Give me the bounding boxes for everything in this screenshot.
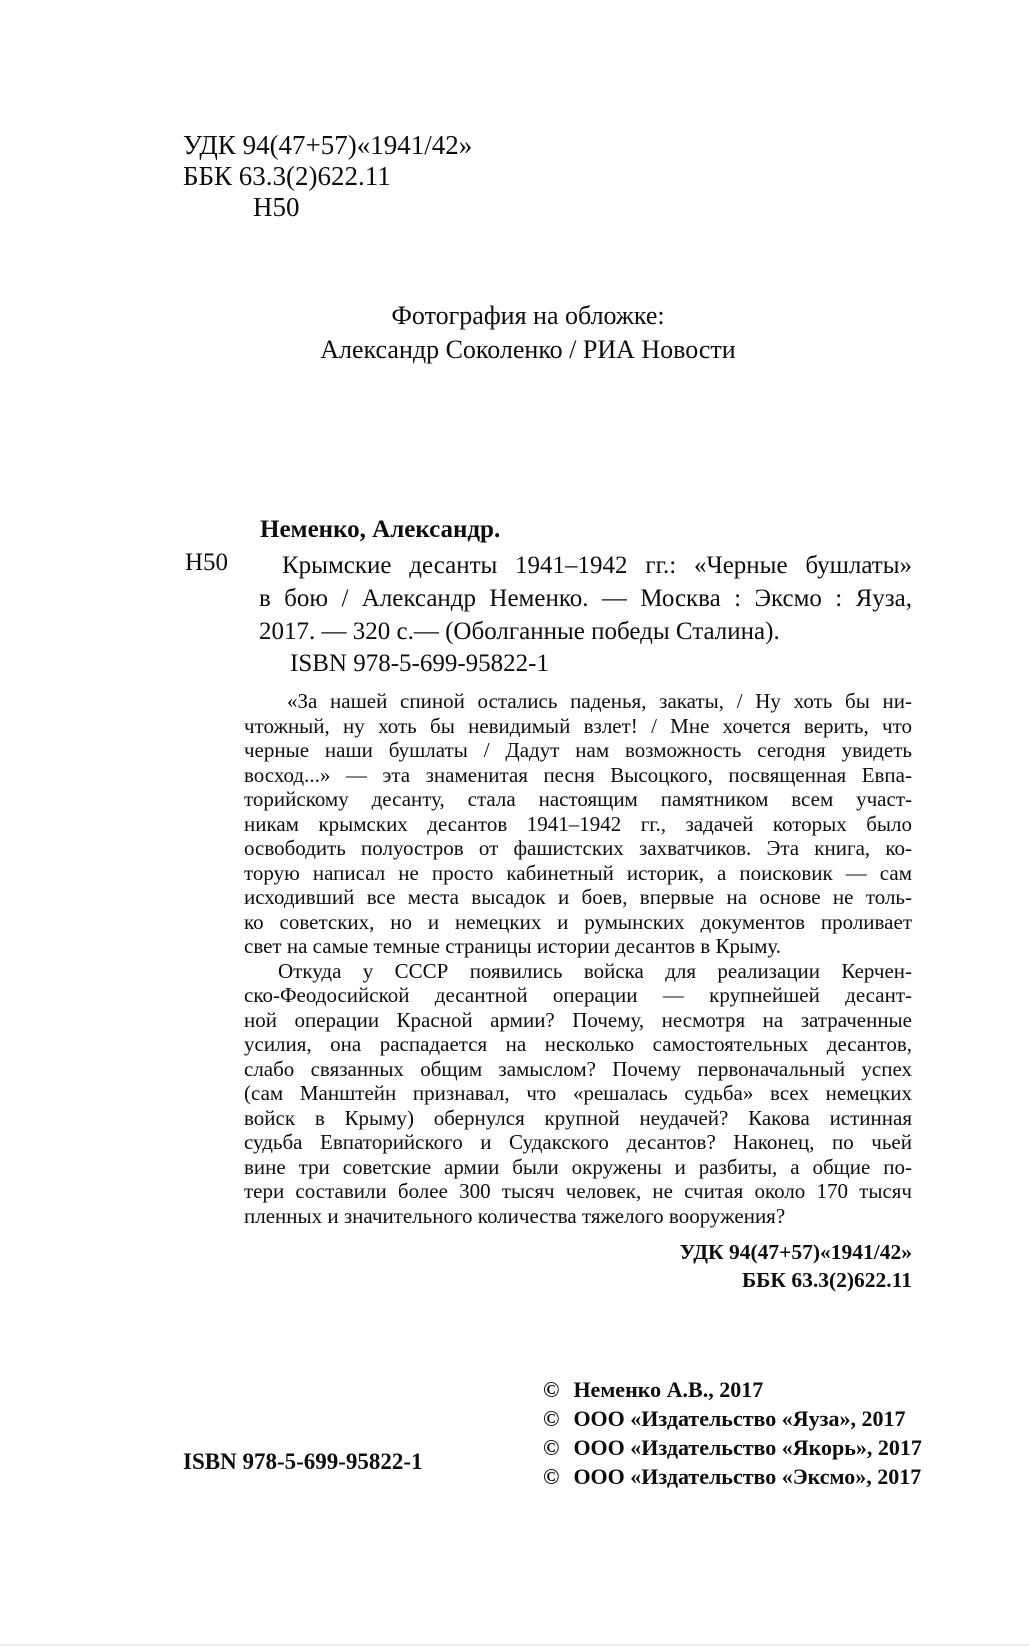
bbk-code: ББК 63.3(2)622.11 xyxy=(183,161,391,191)
annotation-line: вине три советские армии были окружены и разбиты, а общие по- xyxy=(244,1154,912,1179)
annotation-line: Откуда у СССР появились войска для реализации Керчен- xyxy=(278,958,912,983)
copyright-text: Неменко А.В., 2017 xyxy=(573,1377,764,1402)
annotation-line: ско-Феодосийской десантной операции — крупнейшей десант- xyxy=(244,983,912,1007)
annotation-line: ной операции Красной армии? Почему, несмотря на затраченные xyxy=(244,1007,912,1032)
copyright-text: ООО «Издательство «Эксмо», 2017 xyxy=(573,1464,922,1489)
cover-photo-credit xyxy=(183,299,873,367)
annotation-line: восход...» — эта знаменитая песня Высоцкого, посвященная Евпа- xyxy=(244,762,912,787)
udk-code-footer: УДК 94(47+57)«1941/42» xyxy=(679,1240,912,1264)
annotation-line: никам крымских десантов 1941–1942 гг., задачей которых было xyxy=(244,811,912,836)
annotation-line: чтожный, ну хоть бы невидимый взлет! / Мне хочется верить, что xyxy=(244,713,912,738)
copyright-icon: © xyxy=(543,1406,560,1431)
isbn-bottom: ISBN 978-5-699-95822-1 xyxy=(183,1449,423,1474)
copyright-icon: © xyxy=(543,1377,560,1402)
annotation-line: торийскому десанту, стала настоящим памятником всем участ- xyxy=(244,787,912,811)
copyright-text: ООО «Издательство «Якорь», 2017 xyxy=(573,1435,922,1460)
catalog-line: Крымские десанты 1941–1942 гг.: «Черные бушлаты» xyxy=(282,552,912,579)
copyright-icon: © xyxy=(543,1435,560,1460)
footer-bibliographic-codes xyxy=(680,1238,912,1294)
copyright-row xyxy=(543,1462,922,1491)
catalog-author-sign: Н50 xyxy=(185,549,229,576)
catalog-line: 2017. — 320 с.— (Оболганные победы Сталина). xyxy=(259,618,780,645)
annotation-line: (сам Манштейн признавал, что «решалась судьба» всех немецких xyxy=(244,1081,912,1105)
annotation-line: слабо связанных общим замыслом? Почему первоначальный успех xyxy=(244,1056,912,1081)
annotation-line: судьба Евпаторийского и Судакского десантов? Наконец, по чьей xyxy=(244,1130,912,1154)
author-sign-code: Н50 xyxy=(253,192,300,222)
annotation-line: усилия, она распадается на несколько самостоятельных десантов, xyxy=(244,1032,912,1056)
annotation-line: освободить полуостров от фашистских захватчиков. Эта книга, ко- xyxy=(244,836,912,860)
photo-credit-author: Александр Соколенко / РИА Новости xyxy=(320,335,736,364)
annotation-line: ко советских, но и немецких и румынских документов проливает xyxy=(244,909,912,934)
copyright-row xyxy=(543,1404,922,1433)
annotation-line: свет на самые темные страницы истории десантов в Крыму. xyxy=(244,934,782,958)
annotation-text xyxy=(244,689,912,1228)
copyright-row xyxy=(543,1433,922,1462)
annotation-line: войск в Крыму) обернулся крупной неудачей? Какова истинная xyxy=(244,1105,912,1130)
annotation-line: торую написал не просто кабинетный историк, а поисковик — сам xyxy=(244,860,912,885)
annotation-line: пленных и значительного количества тяжелого вооружения? xyxy=(244,1203,786,1228)
annotation-line: черные наши бушлаты / Дадут нам возможность сегодня увидеть xyxy=(244,738,912,762)
copyright-text: ООО «Издательство «Яуза», 2017 xyxy=(573,1406,906,1431)
catalog-author-heading: Неменко, Александр. xyxy=(260,516,501,543)
catalog-line: в бою / Александр Неменко. — Москва : Эксмо : Яуза, xyxy=(259,585,912,612)
copyright-block xyxy=(543,1375,922,1491)
udk-code: УДК 94(47+57)«1941/42» xyxy=(183,130,473,160)
annotation-line: исходивший все места высадок и боев, впервые на основе не толь- xyxy=(244,885,912,909)
copyright-row xyxy=(543,1375,922,1404)
bbk-code-footer: ББК 63.3(2)622.11 xyxy=(741,1268,912,1292)
annotation-line: тери составили более 300 тысяч человек, не считая около 170 тысяч xyxy=(244,1179,912,1203)
annotation-line: «За нашей спиной остались паденья, закаты, / Ну хоть бы ни- xyxy=(287,689,912,713)
photo-credit-label: Фотография на обложке: xyxy=(391,301,665,330)
catalog-isbn: ISBN 978-5-699-95822-1 xyxy=(290,650,550,677)
header-bibliographic-codes xyxy=(183,130,472,223)
copyright-icon: © xyxy=(543,1464,560,1489)
catalog-entry xyxy=(259,549,912,648)
